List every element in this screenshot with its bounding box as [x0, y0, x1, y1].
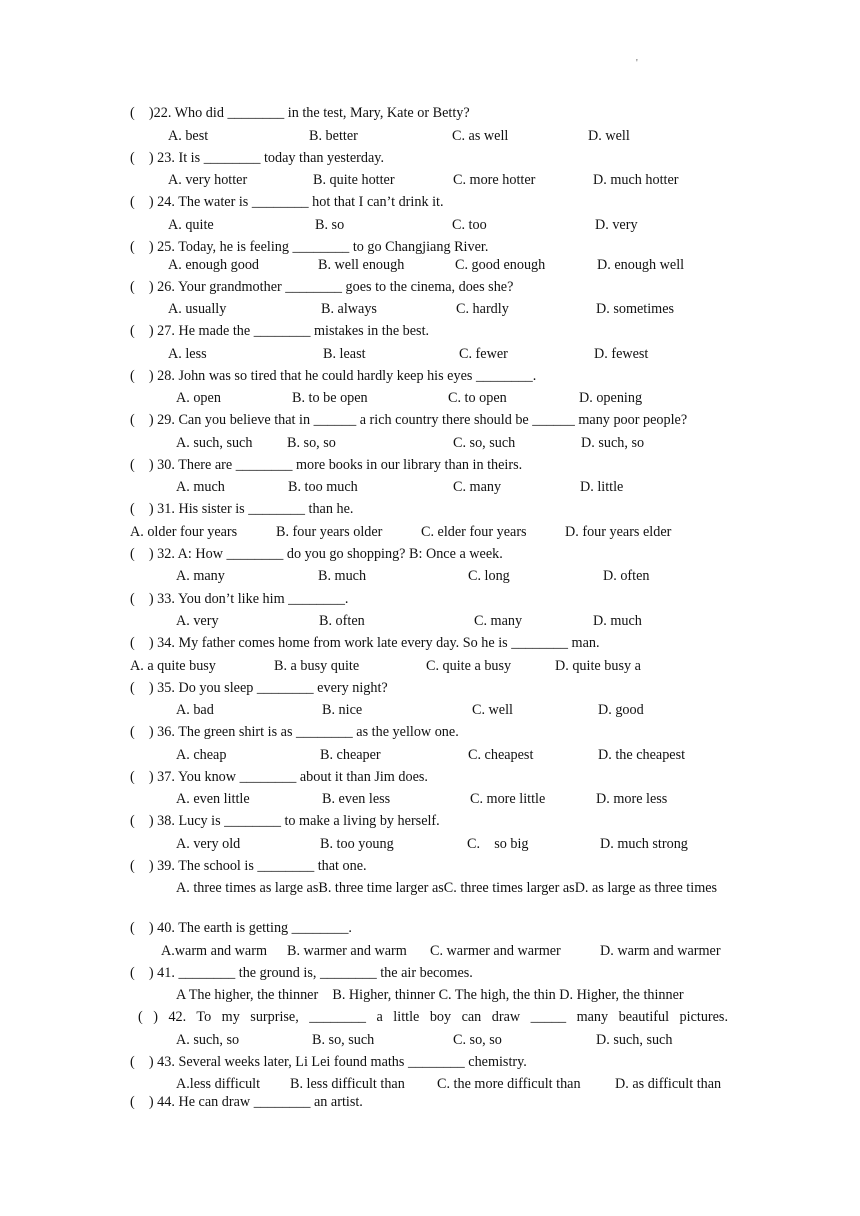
- question-35: ( ) 35. Do you sleep ________ every night?: [130, 680, 388, 696]
- question-28: ( ) 28. John was so tired that he could hardly keep his eyes ________.: [130, 368, 537, 384]
- option-b: B. always: [321, 301, 377, 317]
- option-b: B. so, so: [287, 435, 336, 451]
- question-39: ( ) 39. The school is ________ that one.: [130, 858, 367, 874]
- option-c: C. many: [453, 479, 502, 495]
- option-a: A. very old: [176, 836, 241, 852]
- option-a: A. such, such: [176, 435, 253, 451]
- question-29: ( ) 29. Can you believe that in ______ a rich country there should be ______ many poor people?: [130, 412, 688, 428]
- option-b: B. less difficult than: [290, 1076, 405, 1092]
- option-b: B. so: [315, 217, 345, 233]
- question-32: ( ) 32. A: How ________ do you go shopping? B: Once a week.: [130, 546, 503, 562]
- option-c: C. to open: [448, 390, 507, 406]
- question-26: ( ) 26. Your grandmother ________ goes to the cinema, does she?: [130, 279, 514, 295]
- option-a: A. cheap: [176, 747, 227, 763]
- option-a: A. even little: [176, 791, 250, 807]
- option-b: B. a busy quite: [274, 658, 360, 674]
- option-a: A.warm and warm: [161, 943, 267, 959]
- option-c: C. so big: [467, 836, 529, 852]
- question-25: ( ) 25. Today, he is feeling ________ to go Changjiang River.: [130, 239, 489, 255]
- option-d: D. fewest: [594, 346, 649, 362]
- option-a: A. usually: [168, 301, 227, 317]
- option-d: D. much hotter: [593, 172, 679, 188]
- option-a: A. less: [168, 346, 207, 362]
- option-c: C. hardly: [456, 301, 509, 317]
- option-b: B. well enough: [318, 257, 405, 273]
- option-d: D. opening: [579, 390, 643, 406]
- question-37: ( ) 37. You know ________ about it than Jim does.: [130, 769, 428, 785]
- option-b: B. often: [319, 613, 365, 629]
- option-c: C. quite a busy: [426, 658, 512, 674]
- question-36: ( ) 36. The green shirt is as ________ as the yellow one.: [130, 724, 459, 740]
- option-c: C. so, such: [453, 435, 516, 451]
- question-41: ( ) 41. ________ the ground is, ________ the air becomes.: [130, 965, 473, 981]
- option-d: D. very: [595, 217, 638, 233]
- option-a: A. very hotter: [168, 172, 248, 188]
- option-a: A. older four years: [130, 524, 238, 540]
- option-a: A. such, so: [176, 1032, 240, 1048]
- question-31: ( ) 31. His sister is ________ than he.: [130, 501, 354, 517]
- question-39-options: A. three times as large asB. three time larger asC. three times larger asD. as large as three times: [176, 880, 718, 896]
- option-b: B. warmer and warm: [287, 943, 407, 959]
- option-d: D. well: [588, 128, 630, 144]
- option-c: C. fewer: [459, 346, 508, 362]
- option-d: D. good: [598, 702, 644, 718]
- option-a: A. a quite busy: [130, 658, 216, 674]
- option-a: A. best: [168, 128, 209, 144]
- option-c: C. good enough: [455, 257, 546, 273]
- option-d: D. four years elder: [565, 524, 672, 540]
- question-40: ( ) 40. The earth is getting ________.: [130, 920, 352, 936]
- option-c: C. well: [472, 702, 513, 718]
- option-c: C. elder four years: [421, 524, 527, 540]
- option-d: D. much strong: [600, 836, 688, 852]
- option-c: C. as well: [452, 128, 509, 144]
- option-c: C. too: [452, 217, 487, 233]
- option-b: B. to be open: [292, 390, 368, 406]
- question-27: ( ) 27. He made the ________ mistakes in the best.: [130, 323, 430, 339]
- option-c: C. so, so: [453, 1032, 502, 1048]
- question-33: ( ) 33. You don’t like him ________.: [130, 591, 349, 607]
- option-a: A. many: [176, 568, 225, 584]
- question-38: ( ) 38. Lucy is ________ to make a living by herself.: [130, 813, 440, 829]
- option-d: D. enough well: [597, 257, 685, 273]
- option-d: D. sometimes: [596, 301, 675, 317]
- question-43: ( ) 43. Several weeks later, Li Lei found maths ________ chemistry.: [130, 1054, 527, 1070]
- option-d: D. the cheapest: [598, 747, 686, 763]
- question-24: ( ) 24. The water is ________ hot that I can’t drink it.: [130, 194, 444, 210]
- option-b: B. much: [318, 568, 367, 584]
- option-d: D. much: [593, 613, 642, 629]
- question-34: ( ) 34. My father comes home from work late every day. So he is ________ man.: [130, 635, 600, 651]
- option-a: A. much: [176, 479, 225, 495]
- option-c: C. long: [468, 568, 510, 584]
- option-a: A. very: [176, 613, 219, 629]
- option-d: D. more less: [596, 791, 668, 807]
- option-a: A. quite: [168, 217, 214, 233]
- option-a: A. enough good: [168, 257, 260, 273]
- option-d: D. quite busy a: [555, 658, 641, 674]
- question-30: ( ) 30. There are ________ more books in our library than in theirs.: [130, 457, 523, 473]
- header-mark: ': [636, 58, 638, 69]
- option-b: B. so, such: [312, 1032, 375, 1048]
- option-c: C. warmer and warmer: [430, 943, 561, 959]
- option-b: B. least: [323, 346, 366, 362]
- option-d: D. such, so: [581, 435, 645, 451]
- option-d: D. warm and warmer: [600, 943, 721, 959]
- option-c: C. more little: [470, 791, 546, 807]
- option-a: A. bad: [176, 702, 214, 718]
- option-b: B. even less: [322, 791, 391, 807]
- option-a: A.less difficult: [176, 1076, 261, 1092]
- option-b: B. nice: [322, 702, 363, 718]
- option-c: C. the more difficult than: [437, 1076, 581, 1092]
- option-b: B. four years older: [276, 524, 383, 540]
- option-b: B. too much: [288, 479, 358, 495]
- option-b: B. too young: [320, 836, 394, 852]
- option-c: C. more hotter: [453, 172, 536, 188]
- option-a: A. open: [176, 390, 221, 406]
- option-c: C. many: [474, 613, 523, 629]
- option-d: D. such, such: [596, 1032, 673, 1048]
- question-23: ( ) 23. It is ________ today than yesterday.: [130, 150, 385, 166]
- option-d: D. often: [603, 568, 650, 584]
- question-44: ( ) 44. He can draw ________ an artist.: [130, 1094, 363, 1110]
- question-42: ( ) 42. To my surprise, ________ a little boy can draw _____ many beautiful pictures.: [138, 1009, 728, 1025]
- option-d: D. little: [580, 479, 624, 495]
- option-b: B. quite hotter: [313, 172, 395, 188]
- option-b: B. cheaper: [320, 747, 381, 763]
- option-c: C. cheapest: [468, 747, 534, 763]
- option-b: B. better: [309, 128, 358, 144]
- option-d: D. as difficult than: [615, 1076, 722, 1092]
- question-22: ( )22. Who did ________ in the test, Mary, Kate or Betty?: [130, 105, 470, 121]
- question-41-options: A The higher, the thinner B. Higher, thinner C. The high, the thin D. Higher, the thinner: [176, 987, 684, 1003]
